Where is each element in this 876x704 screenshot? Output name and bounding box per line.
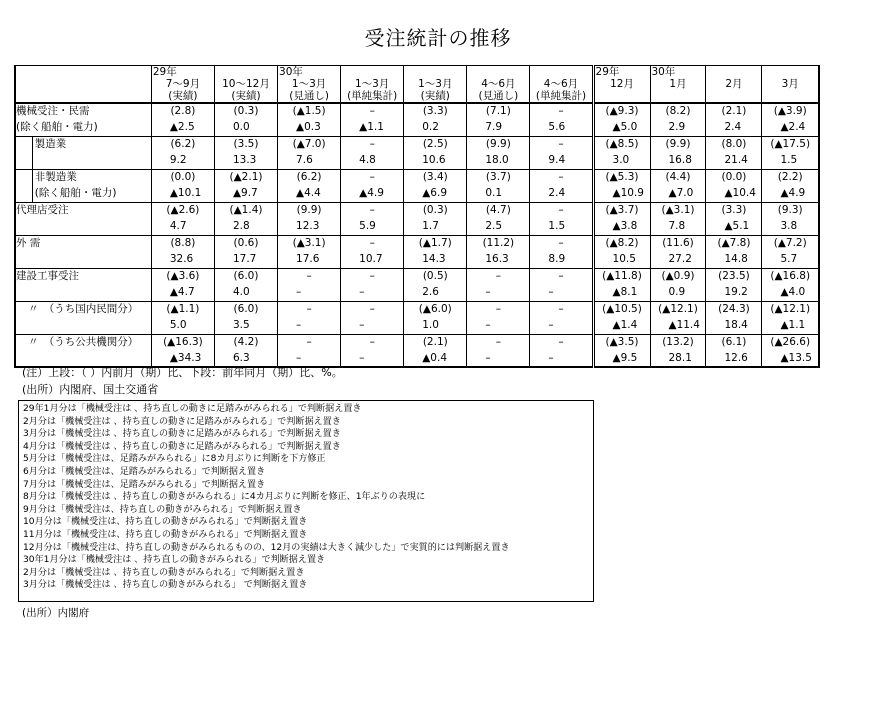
table-row <box>15 252 819 269</box>
judgment-line: 11月分は「機械受注は、持ち直しの動きがみられる」で判断据え置き <box>23 529 308 540</box>
data-cell: (11.6) <box>650 235 706 252</box>
data-cell: (8.2) <box>650 103 706 120</box>
data-cell: 2.5 <box>467 219 530 236</box>
data-cell: (3.7) <box>467 169 530 186</box>
table-row <box>15 136 819 153</box>
data-cell: (2.2) <box>762 169 819 186</box>
data-cell: (▲6.0) <box>404 301 467 318</box>
header-row <box>15 66 819 104</box>
data-cell: 21.4 <box>706 153 762 170</box>
data-cell: 12.6 <box>706 351 762 368</box>
data-cell: (0.5) <box>404 268 467 285</box>
judgment-line: 2月分は「機械受注は 、持ち直しの動きがみられる」で判断据え置き <box>23 567 305 578</box>
data-cell: 5.6 <box>530 120 593 137</box>
data-cell: – <box>341 334 404 351</box>
data-cell: 14.3 <box>404 252 467 269</box>
data-cell: (24.3) <box>706 301 762 318</box>
data-cell: (▲3.6) <box>151 268 214 285</box>
table-row <box>15 235 819 252</box>
data-cell: 3.8 <box>762 219 819 236</box>
data-cell: (▲2.6) <box>151 202 214 219</box>
data-cell: 10.7 <box>341 252 404 269</box>
data-cell: (6.1) <box>706 334 762 351</box>
data-cell: – <box>530 285 593 302</box>
data-cell: (6.2) <box>278 169 341 186</box>
data-cell: (▲3.1) <box>278 235 341 252</box>
data-cell: (23.5) <box>706 268 762 285</box>
data-cell: (▲5.3) <box>593 169 650 186</box>
judgment-line: 5月分は「機械受注は、足踏みがみられる」に8カ月ぶりに判断を下方修正 <box>23 454 326 465</box>
data-cell: ▲10.4 <box>706 186 762 203</box>
row-label <box>15 285 151 302</box>
data-cell: 16.8 <box>650 153 706 170</box>
data-cell: 4.0 <box>214 285 277 302</box>
row-label: 〃 （うち公共機関分） <box>15 334 151 351</box>
data-cell: 8.9 <box>530 252 593 269</box>
judgment-line: 3月分は「機械受注は 、持ち直しの動きに足踏みがみられる」で判断据え置き <box>23 429 341 440</box>
col-header: 3月 <box>762 66 819 104</box>
data-cell: – <box>530 136 593 153</box>
data-cell: (▲7.2) <box>762 235 819 252</box>
data-cell: 2.4 <box>706 120 762 137</box>
data-cell: 27.2 <box>650 252 706 269</box>
data-cell: ▲4.9 <box>762 186 819 203</box>
data-cell: ▲1.4 <box>593 318 650 335</box>
judgment-line: 3月分は「機械受注は 、持ち直しの動きがみられる」 で判断据え置き <box>23 580 308 591</box>
data-cell: – <box>341 169 404 186</box>
data-cell: ▲1.1 <box>762 318 819 335</box>
table-row <box>15 301 819 318</box>
data-cell: (0.0) <box>151 169 214 186</box>
data-cell: 9.2 <box>151 153 214 170</box>
data-cell: (▲3.5) <box>593 334 650 351</box>
data-cell: – <box>341 351 404 368</box>
data-cell: ▲6.9 <box>404 186 467 203</box>
data-cell: (▲17.5) <box>762 136 819 153</box>
judgment-line: 29年1月分は「機械受注は 、持ち直しの動きに足踏みがみられる」で判断据え置き <box>23 404 362 414</box>
data-cell: 1.0 <box>404 318 467 335</box>
data-cell: ▲4.0 <box>762 285 819 302</box>
data-cell: – <box>278 334 341 351</box>
data-cell: (9.9) <box>278 202 341 219</box>
indent-cell <box>15 153 32 170</box>
col-header: 4～6月 (見通し) <box>467 66 530 104</box>
data-cell: (▲26.6) <box>762 334 819 351</box>
row-label <box>32 153 151 170</box>
table-body <box>15 103 819 367</box>
data-cell: ▲9.5 <box>593 351 650 368</box>
data-cell: ▲0.3 <box>278 120 341 137</box>
judgment-line: 6月分は「機械受注は、足踏みがみられる」で判断据え置き <box>23 466 266 477</box>
judgment-line: 7月分は「機械受注は、足踏みがみられる」で判断据え置き <box>23 479 266 490</box>
data-cell: – <box>530 169 593 186</box>
data-cell: ▲2.5 <box>151 120 214 137</box>
col-header: 4～6月 (単純集計) <box>530 66 593 104</box>
row-label: 代理店受注 <box>15 202 151 219</box>
row-label: (除く船舶・電力) <box>15 120 151 137</box>
data-cell: – <box>530 103 593 120</box>
box-source: (出所）内閣府 <box>22 607 90 619</box>
data-cell: (▲1.4) <box>214 202 277 219</box>
data-cell: (8.0) <box>706 136 762 153</box>
data-cell: – <box>341 136 404 153</box>
table-row <box>15 103 819 120</box>
data-cell: (0.6) <box>214 235 277 252</box>
row-label <box>15 252 151 269</box>
data-cell: 32.6 <box>151 252 214 269</box>
data-cell: (2.1) <box>404 334 467 351</box>
data-cell: ▲5.0 <box>593 120 650 137</box>
data-cell: 4.8 <box>341 153 404 170</box>
judgment-line: 8月分は「機械受注は 、持ち直しの動きがみられる」に4カ月ぶりに判断を修正、1年ぶりの表現に <box>23 492 426 503</box>
table-row <box>15 169 819 186</box>
data-cell: 7.9 <box>467 120 530 137</box>
data-cell: (▲8.5) <box>593 136 650 153</box>
data-cell: (▲16.8) <box>762 268 819 285</box>
data-cell: 17.7 <box>214 252 277 269</box>
data-cell: ▲3.8 <box>593 219 650 236</box>
judgment-line: 2月分は「機械受注は 、持ち直しの動きに足踏みがみられる」で判断据え置き <box>23 416 341 427</box>
data-cell: – <box>530 268 593 285</box>
data-cell: 0.2 <box>404 120 467 137</box>
data-cell: 3.0 <box>593 153 650 170</box>
data-cell: (11.2) <box>467 235 530 252</box>
data-cell: (▲2.1) <box>214 169 277 186</box>
data-cell: ▲4.7 <box>151 285 214 302</box>
judgment-history-box <box>18 400 594 602</box>
data-cell: ▲11.4 <box>650 318 706 335</box>
data-cell: (▲1.1) <box>151 301 214 318</box>
data-cell: ▲13.5 <box>762 351 819 368</box>
data-cell: (▲3.1) <box>650 202 706 219</box>
table-row <box>15 186 819 203</box>
data-cell: 7.8 <box>650 219 706 236</box>
data-cell: 19.2 <box>706 285 762 302</box>
data-cell: ▲8.1 <box>593 285 650 302</box>
data-cell: – <box>341 202 404 219</box>
data-cell: (4.4) <box>650 169 706 186</box>
data-cell: (3.4) <box>404 169 467 186</box>
row-label: 建設工事受注 <box>15 268 151 285</box>
data-cell: 9.4 <box>530 153 593 170</box>
data-cell: (▲9.3) <box>593 103 650 120</box>
col-header: 30年 1～3月 (見通し) <box>278 66 341 104</box>
row-label: (除く船舶・電力) <box>32 186 151 203</box>
data-cell: – <box>530 301 593 318</box>
data-cell: 18.4 <box>706 318 762 335</box>
data-cell: (▲1.5) <box>278 103 341 120</box>
data-cell: – <box>278 318 341 335</box>
data-cell: (▲3.7) <box>593 202 650 219</box>
data-cell: 14.8 <box>706 252 762 269</box>
data-cell: – <box>278 301 341 318</box>
data-cell: (2.1) <box>706 103 762 120</box>
data-cell: 28.1 <box>650 351 706 368</box>
data-cell: (2.5) <box>404 136 467 153</box>
data-cell: 2.8 <box>214 219 277 236</box>
table-source: (出所）内閣府、国土交通省 <box>22 383 159 396</box>
data-cell: ▲4.9 <box>341 186 404 203</box>
data-cell: (3.3) <box>706 202 762 219</box>
data-cell: – <box>278 285 341 302</box>
data-cell: – <box>467 334 530 351</box>
row-label: 機械受注・民需 <box>15 103 151 120</box>
data-cell: – <box>341 285 404 302</box>
data-cell: ▲34.3 <box>151 351 214 368</box>
data-cell: 7.6 <box>278 153 341 170</box>
data-cell: (▲7.8) <box>706 235 762 252</box>
data-cell: – <box>341 103 404 120</box>
data-cell: (3.5) <box>214 136 277 153</box>
data-cell: ▲4.4 <box>278 186 341 203</box>
table-row <box>15 268 819 285</box>
data-cell: (7.1) <box>467 103 530 120</box>
data-cell: 2.9 <box>650 120 706 137</box>
data-cell: 10.6 <box>404 153 467 170</box>
indent-cell <box>15 136 32 153</box>
judgment-line: 10月分は「機械受注は、持ち直しの動きがみられる」で判断据え置き <box>23 517 308 528</box>
row-label <box>15 219 151 236</box>
data-cell: (▲0.9) <box>650 268 706 285</box>
data-cell: ▲1.1 <box>341 120 404 137</box>
data-cell: (4.2) <box>214 334 277 351</box>
data-cell: (6.2) <box>151 136 214 153</box>
corner-cell <box>15 66 151 104</box>
data-cell: – <box>341 301 404 318</box>
row-label <box>15 318 151 335</box>
data-cell: 1.7 <box>404 219 467 236</box>
col-header: 30年 1月 <box>650 66 706 104</box>
data-cell: (8.8) <box>151 235 214 252</box>
data-cell: (9.9) <box>467 136 530 153</box>
data-cell: (▲12.1) <box>650 301 706 318</box>
data-cell: – <box>467 285 530 302</box>
data-cell: ▲0.4 <box>404 351 467 368</box>
data-cell: – <box>278 268 341 285</box>
page-title: 受注統計の推移 <box>364 26 512 50</box>
table-row <box>15 285 819 302</box>
data-cell: – <box>530 202 593 219</box>
data-cell: (9.9) <box>650 136 706 153</box>
data-cell: 0.9 <box>650 285 706 302</box>
table-row <box>15 334 819 351</box>
data-cell: 1.5 <box>762 153 819 170</box>
data-cell: – <box>467 318 530 335</box>
data-cell: (▲11.8) <box>593 268 650 285</box>
data-cell: – <box>530 318 593 335</box>
data-cell: 5.0 <box>151 318 214 335</box>
data-cell: – <box>341 318 404 335</box>
data-cell: – <box>530 351 593 368</box>
data-cell: (4.7) <box>467 202 530 219</box>
data-cell: (▲16.3) <box>151 334 214 351</box>
data-cell: (▲12.1) <box>762 301 819 318</box>
data-cell: 12.3 <box>278 219 341 236</box>
table-row <box>15 318 819 335</box>
data-cell: (0.3) <box>404 202 467 219</box>
data-cell: 6.3 <box>214 351 277 368</box>
data-cell: 2.4 <box>530 186 593 203</box>
data-cell: 1.5 <box>530 219 593 236</box>
data-cell: (6.0) <box>214 301 277 318</box>
col-header: 1～3月 (単純集計) <box>341 66 404 104</box>
col-header: 10～12月 (実績) <box>214 66 277 104</box>
data-cell: 2.6 <box>404 285 467 302</box>
data-cell: 10.5 <box>593 252 650 269</box>
data-cell: (▲8.2) <box>593 235 650 252</box>
table-row <box>15 202 819 219</box>
data-cell: 5.7 <box>762 252 819 269</box>
data-cell: (9.3) <box>762 202 819 219</box>
row-label: 外 需 <box>15 235 151 252</box>
col-header: 2月 <box>706 66 762 104</box>
data-cell: (0.3) <box>214 103 277 120</box>
col-header: 29年 12月 <box>593 66 650 104</box>
data-cell: 16.3 <box>467 252 530 269</box>
data-cell: (13.2) <box>650 334 706 351</box>
row-label: 〃 （うち国内民間分） <box>15 301 151 318</box>
col-header: 1～3月 (実績) <box>404 66 467 104</box>
data-cell: ▲5.1 <box>706 219 762 236</box>
judgment-line: 9月分は「機械受注は、持ち直しの動きがみられる」で判断据え置き <box>23 504 302 515</box>
judgment-line: 12月分は「機械受注は、持ち直しの動きがみられるものの、12月の実績は大きく減少した」で実質的には判断据え置き <box>23 542 510 553</box>
data-cell: – <box>341 235 404 252</box>
data-cell: – <box>467 351 530 368</box>
indent-cell <box>15 169 32 186</box>
data-cell: – <box>530 235 593 252</box>
judgment-line: 30年1月分は「機械受注は 、持ち直しの動きがみられる」で判断据え置き <box>23 555 326 566</box>
data-cell: 5.9 <box>341 219 404 236</box>
data-cell: ▲7.0 <box>650 186 706 203</box>
table-row <box>15 219 819 236</box>
row-label: 製造業 <box>32 136 151 153</box>
table-row <box>15 153 819 170</box>
data-cell: 3.5 <box>214 318 277 335</box>
data-cell: 0.1 <box>467 186 530 203</box>
data-cell: – <box>278 351 341 368</box>
data-cell: 18.0 <box>467 153 530 170</box>
data-cell: (▲10.5) <box>593 301 650 318</box>
data-cell: – <box>530 334 593 351</box>
table-row <box>15 120 819 137</box>
col-header: 29年 7～9月 (実績) <box>151 66 214 104</box>
data-cell: ▲10.9 <box>593 186 650 203</box>
row-label: 非製造業 <box>32 169 151 186</box>
data-cell: (0.0) <box>706 169 762 186</box>
data-cell: (6.0) <box>214 268 277 285</box>
data-cell: (▲7.0) <box>278 136 341 153</box>
data-cell: – <box>467 268 530 285</box>
judgment-line: 4月分は「機械受注は 、持ち直しの動きに足踏みがみられる」で判断据え置き <box>23 441 341 452</box>
data-cell: ▲10.1 <box>151 186 214 203</box>
data-cell: (▲3.9) <box>762 103 819 120</box>
data-cell: ▲2.4 <box>762 120 819 137</box>
data-cell: (▲1.7) <box>404 235 467 252</box>
table-note: (注）上段：（ ）内前月（期）比、下段：前年同月（期）比、%。 <box>22 366 343 379</box>
data-cell: (2.8) <box>151 103 214 120</box>
data-cell: 4.7 <box>151 219 214 236</box>
data-cell: ▲9.7 <box>214 186 277 203</box>
order-statistics-table <box>14 65 820 368</box>
data-cell: – <box>341 268 404 285</box>
data-cell: (3.3) <box>404 103 467 120</box>
data-cell: 0.0 <box>214 120 277 137</box>
data-cell: 13.3 <box>214 153 277 170</box>
data-cell: – <box>467 301 530 318</box>
data-cell: 17.6 <box>278 252 341 269</box>
indent-cell <box>15 186 32 203</box>
